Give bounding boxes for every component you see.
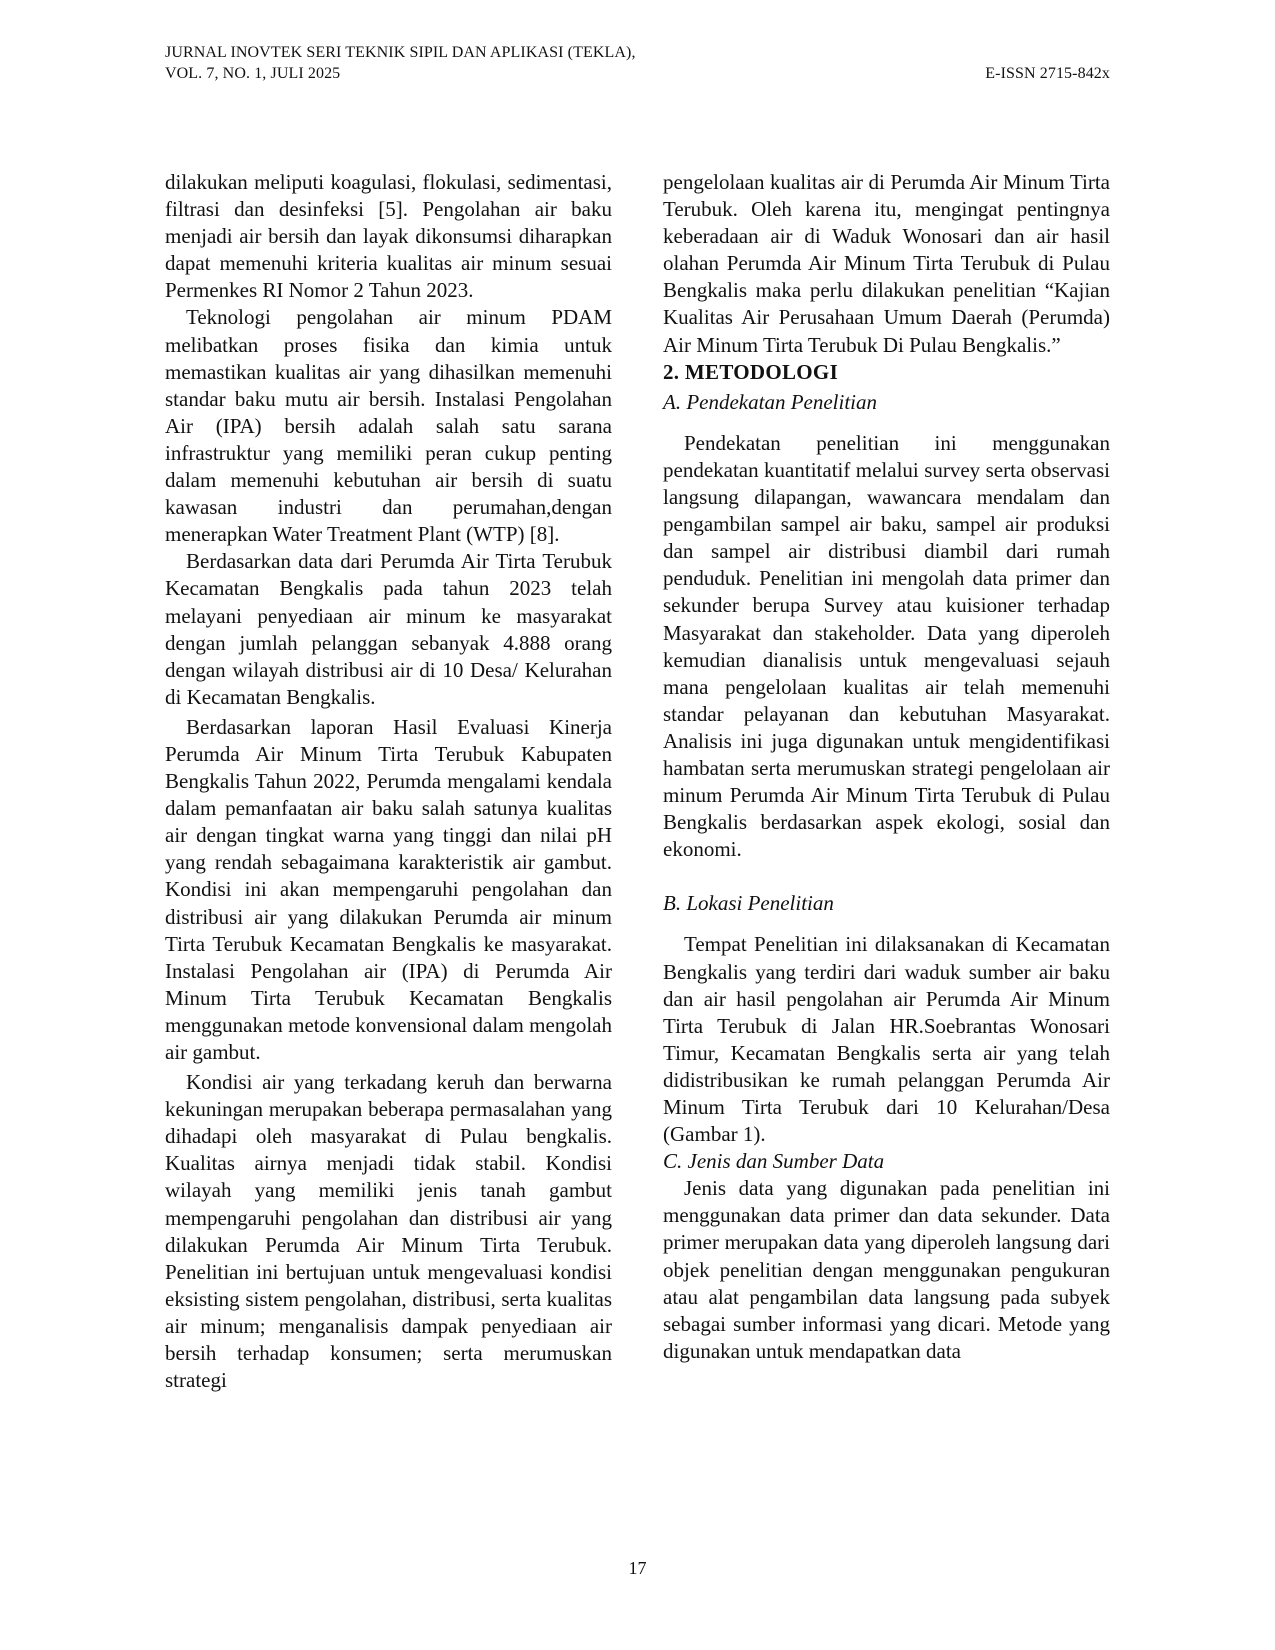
page-number: 17 bbox=[628, 1558, 647, 1578]
journal-title: JURNAL INOVTEK SERI TEKNIK SIPIL DAN APLIKASI (TEKLA), bbox=[165, 44, 636, 61]
issn: E-ISSN 2715-842x bbox=[985, 65, 1110, 82]
running-header bbox=[165, 42, 1110, 84]
subsection-heading: C. Jenis dan Sumber Data bbox=[663, 1149, 885, 1174]
subsection-heading: B. Lokasi Penelitian bbox=[663, 891, 834, 916]
right-column bbox=[663, 169, 1110, 1365]
left-column bbox=[165, 169, 612, 1394]
paragraph: Tempat Penelitian ini dilaksanakan di Kecamatan Bengkalis yang terdiri dari waduk sumber air baku dan air hasil pengolahan air Perumda Air Minum Tirta Terubuk di Jalan HR.Soebrantas Wonosari Timur, Kecamatan Bengkalis serta air yang telah didistribusikan ke rumah pelanggan Perumda Air Minum Tirta Terubuk dari 10 Kelurahan/Desa (Gambar 1). bbox=[663, 932, 1110, 1147]
subsection-heading: A. Pendekatan Penelitian bbox=[663, 389, 878, 414]
paragraph: Teknologi pengolahan air minum PDAM melibatkan proses fisika dan kimia untuk memastikan kualitas air yang dihasilkan memenuhi standar baku mutu air bersih. Instalasi Pengolahan Air (IPA) bersih adalah salah satu sarana infrastruktur yang memiliki peran cukup penting dalam memenuhi kebutuhan air bersih di suatu kawasan industri dan perumahan,dengan menerapkan Water Treatment Plant (WTP) [8]. bbox=[165, 305, 612, 547]
paragraph: Jenis data yang digunakan pada penelitian ini menggunakan data primer dan data sekunder. Data primer merupakan data yang diperoleh langsung dari objek penelitian dengan menggunakan pengukuran atau alat pengambilan data langsung pada subyek sebagai sumber informasi yang dicari. Metode yang digunakan untuk mendapatkan data bbox=[663, 1176, 1110, 1363]
paragraph: Berdasarkan data dari Perumda Air Tirta Terubuk Kecamatan Bengkalis pada tahun 2023 telah melayani penyediaan air minum ke masyarakat dengan jumlah pelanggan sebanyak 4.888 orang dengan wilayah distribusi air di 10 Desa/ Kelurahan di Kecamatan Bengkalis. bbox=[165, 549, 612, 709]
paragraph: Kondisi air yang terkadang keruh dan berwarna kekuningan merupakan beberapa permasalahan yang dihadapi oleh masyarakat di Pulau bengkalis. Kualitas airnya menjadi tidak stabil. Kondisi wilayah yang memiliki jenis tanah gambut mempengaruhi pengolahan dan distribusi air yang dilakukan Perumda Air Minum Tirta Terubuk. Penelitian ini bertujuan untuk mengevaluasi kondisi eksisting sistem pengolahan, distribusi, serta kualitas air minum; menganalisis dampak penyediaan air bersih terhadap konsumen; serta merumuskan strategi bbox=[165, 1070, 612, 1393]
paragraph: pengelolaan kualitas air di Perumda Air Minum Tirta Terubuk. Oleh karena itu, mengingat pentingnya keberadaan air di Waduk Wonosari dan air hasil olahan Perumda Air Minum Tirta Terubuk di Pulau Bengkalis maka perlu dilakukan penelitian “Kajian Kualitas Air Perusahaan Umum Daerah (Perumda) Air Minum Tirta Terubuk Di Pulau Bengkalis.” bbox=[663, 170, 1110, 357]
paragraph: dilakukan meliputi koagulasi, flokulasi, sedimentasi, filtrasi dan desinfeksi [5]. Pengolahan air baku menjadi air bersih dan layak dikonsumsi diharapkan dapat memenuhi kriteria kualitas air minum sesuai Permenkes RI Nomor 2 Tahun 2023. bbox=[165, 170, 612, 303]
paragraph: Pendekatan penelitian ini menggunakan pendekatan kuantitatif melalui survey serta observasi langsung dilapangan, wawancara mendalam dan pengambilan sampel air baku, sampel air produksi dan sampel air distribusi diambil dari rumah penduduk. Penelitian ini mengolah data primer dan sekunder berupa Survey atau kuisioner terhadap Masyarakat dan stakeholder. Data yang diperoleh kemudian dianalisis untuk mengevaluasi sejauh mana pengelolaan kualitas air telah memenuhi standar pelayanan dan kebutuhan Masyarakat. Analisis ini juga digunakan untuk mengidentifikasi hambatan serta merumuskan strategi pengelolaan air minum Perumda Air Minum Tirta Terubuk di Pulau Bengkalis berdasarkan aspek ekologi, sosial dan ekonomi. bbox=[663, 430, 1110, 862]
paragraph: Berdasarkan laporan Hasil Evaluasi Kinerja Perumda Air Minum Tirta Terubuk Kabupaten Bengkalis Tahun 2022, Perumda mengalami kendala dalam pemanfaatan air baku salah satunya kualitas air dengan tingkat warna yang tinggi dan nilai pH yang rendah sebagaimana karakteristik air gambut. Kondisi ini akan mempengaruhi pengolahan dan distribusi air yang dilakukan Perumda air minum Tirta Terubuk Kecamatan Bengkalis ke masyarakat. Instalasi Pengolahan air (IPA) di Perumda Air Minum Tirta Terubuk Kecamatan Bengkalis menggunakan metode konvensional dalam mengolah air gambut. bbox=[165, 714, 612, 1064]
section-heading: 2. METODOLOGI bbox=[663, 359, 839, 384]
volume-info: VOL. 7, NO. 1, JULI 2025 bbox=[165, 65, 341, 82]
